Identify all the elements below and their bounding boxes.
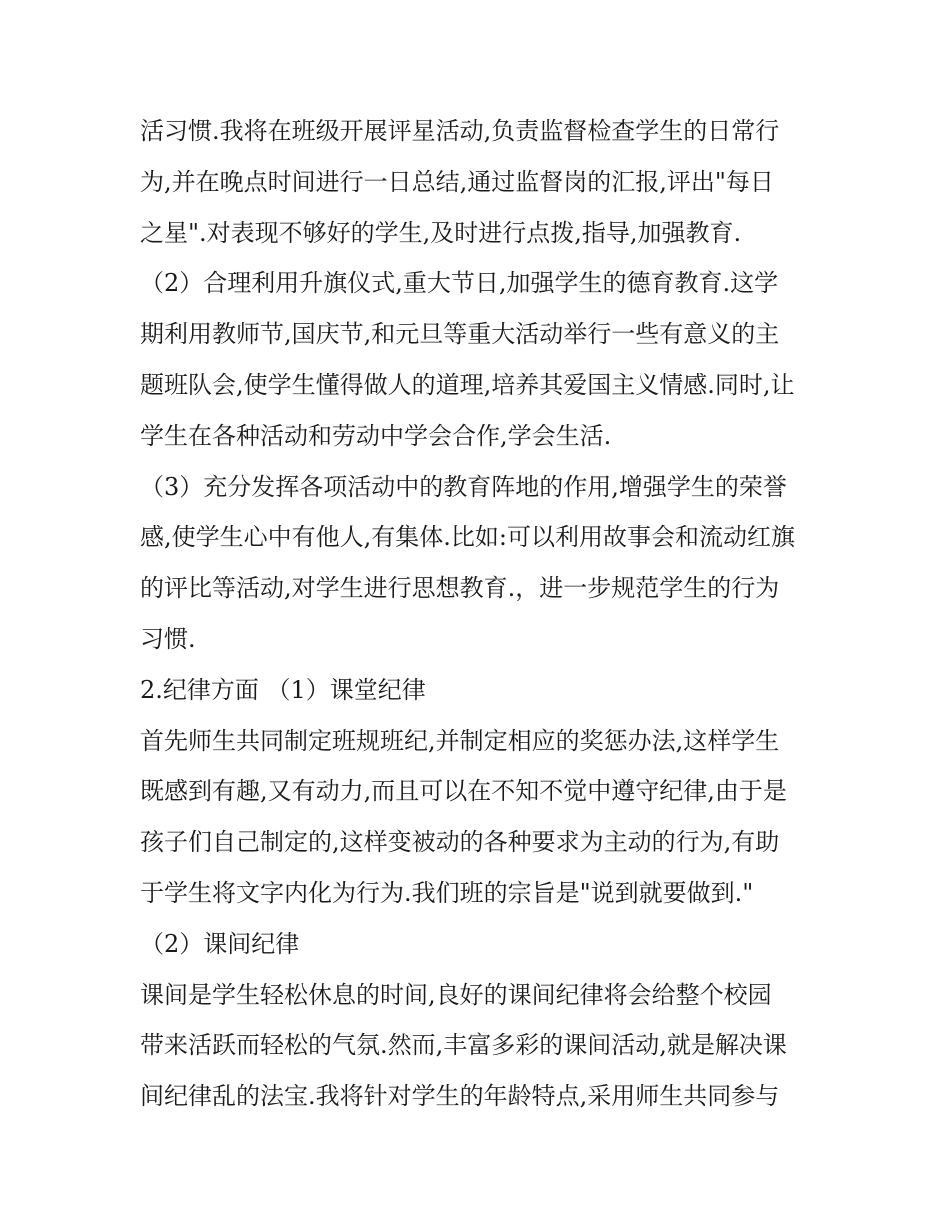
text-line-13: 首先师生共同制定班规班纪,并制定相应的奖惩办法,这样学生 <box>140 726 780 755</box>
text-line-16: 于学生将文字内化为行为.我们班的宗旨是"说到就要做到." <box>140 878 754 907</box>
body-text <box>140 106 820 1122</box>
text-line-8: （3）充分发挥各项活动中的教育阵地的作用,增强学生的荣誉 <box>140 472 787 501</box>
text-line-6: 题班队会,使学生懂得做人的道理,培养其爱国主义情感.同时,让 <box>140 370 795 399</box>
text-line-2: 为,并在晚点时间进行一日总结,通过监督岗的汇报,评出"每日 <box>140 167 774 196</box>
section-heading-discipline: 2.纪律方面 （1）课堂纪律 <box>140 675 426 704</box>
text-line-7: 学生在各种活动和劳动中学会合作,学会生活. <box>140 421 612 450</box>
text-line-11: 习惯. <box>140 624 196 653</box>
subheading-break-discipline: （2）课间纪律 <box>140 929 300 958</box>
text-line-1: 活习惯.我将在班级开展评星活动,负责监督检查学生的日常行 <box>140 117 780 145</box>
text-line-14: 既感到有趣,又有动力,而且可以在不知不觉中遵守纪律,由于是 <box>140 777 787 806</box>
text-line-5: 期利用教师节,国庆节,和元旦等重大活动举行一些有意义的主 <box>140 320 780 349</box>
text-line-3: 之星".对表现不够好的学生,及时进行点拨,指导,加强教育. <box>140 218 742 247</box>
text-line-20: 间纪律乱的法宝.我将针对学生的年龄特点,采用师生共同参与 <box>140 1082 780 1111</box>
text-line-10: 的评比等活动,对学生进行思想教育.，进一步规范学生的行为 <box>140 574 780 603</box>
text-line-18: 课间是学生轻松休息的时间,良好的课间纪律将会给整个校园 <box>140 980 772 1009</box>
text-line-9: 感,使学生心中有他人,有集体.比如:可以利用故事会和流动红旗 <box>140 523 795 552</box>
text-line-19: 带来活跃而轻松的气氛.然而,丰富多彩的课间活动,就是解决课 <box>140 1031 787 1060</box>
text-line-15: 孩子们自己制定的,这样变被动的各种要求为主动的行为,有助 <box>140 828 780 857</box>
text-line-4: （2）合理利用升旗仪式,重大节日,加强学生的德育教育.这学 <box>140 269 779 298</box>
